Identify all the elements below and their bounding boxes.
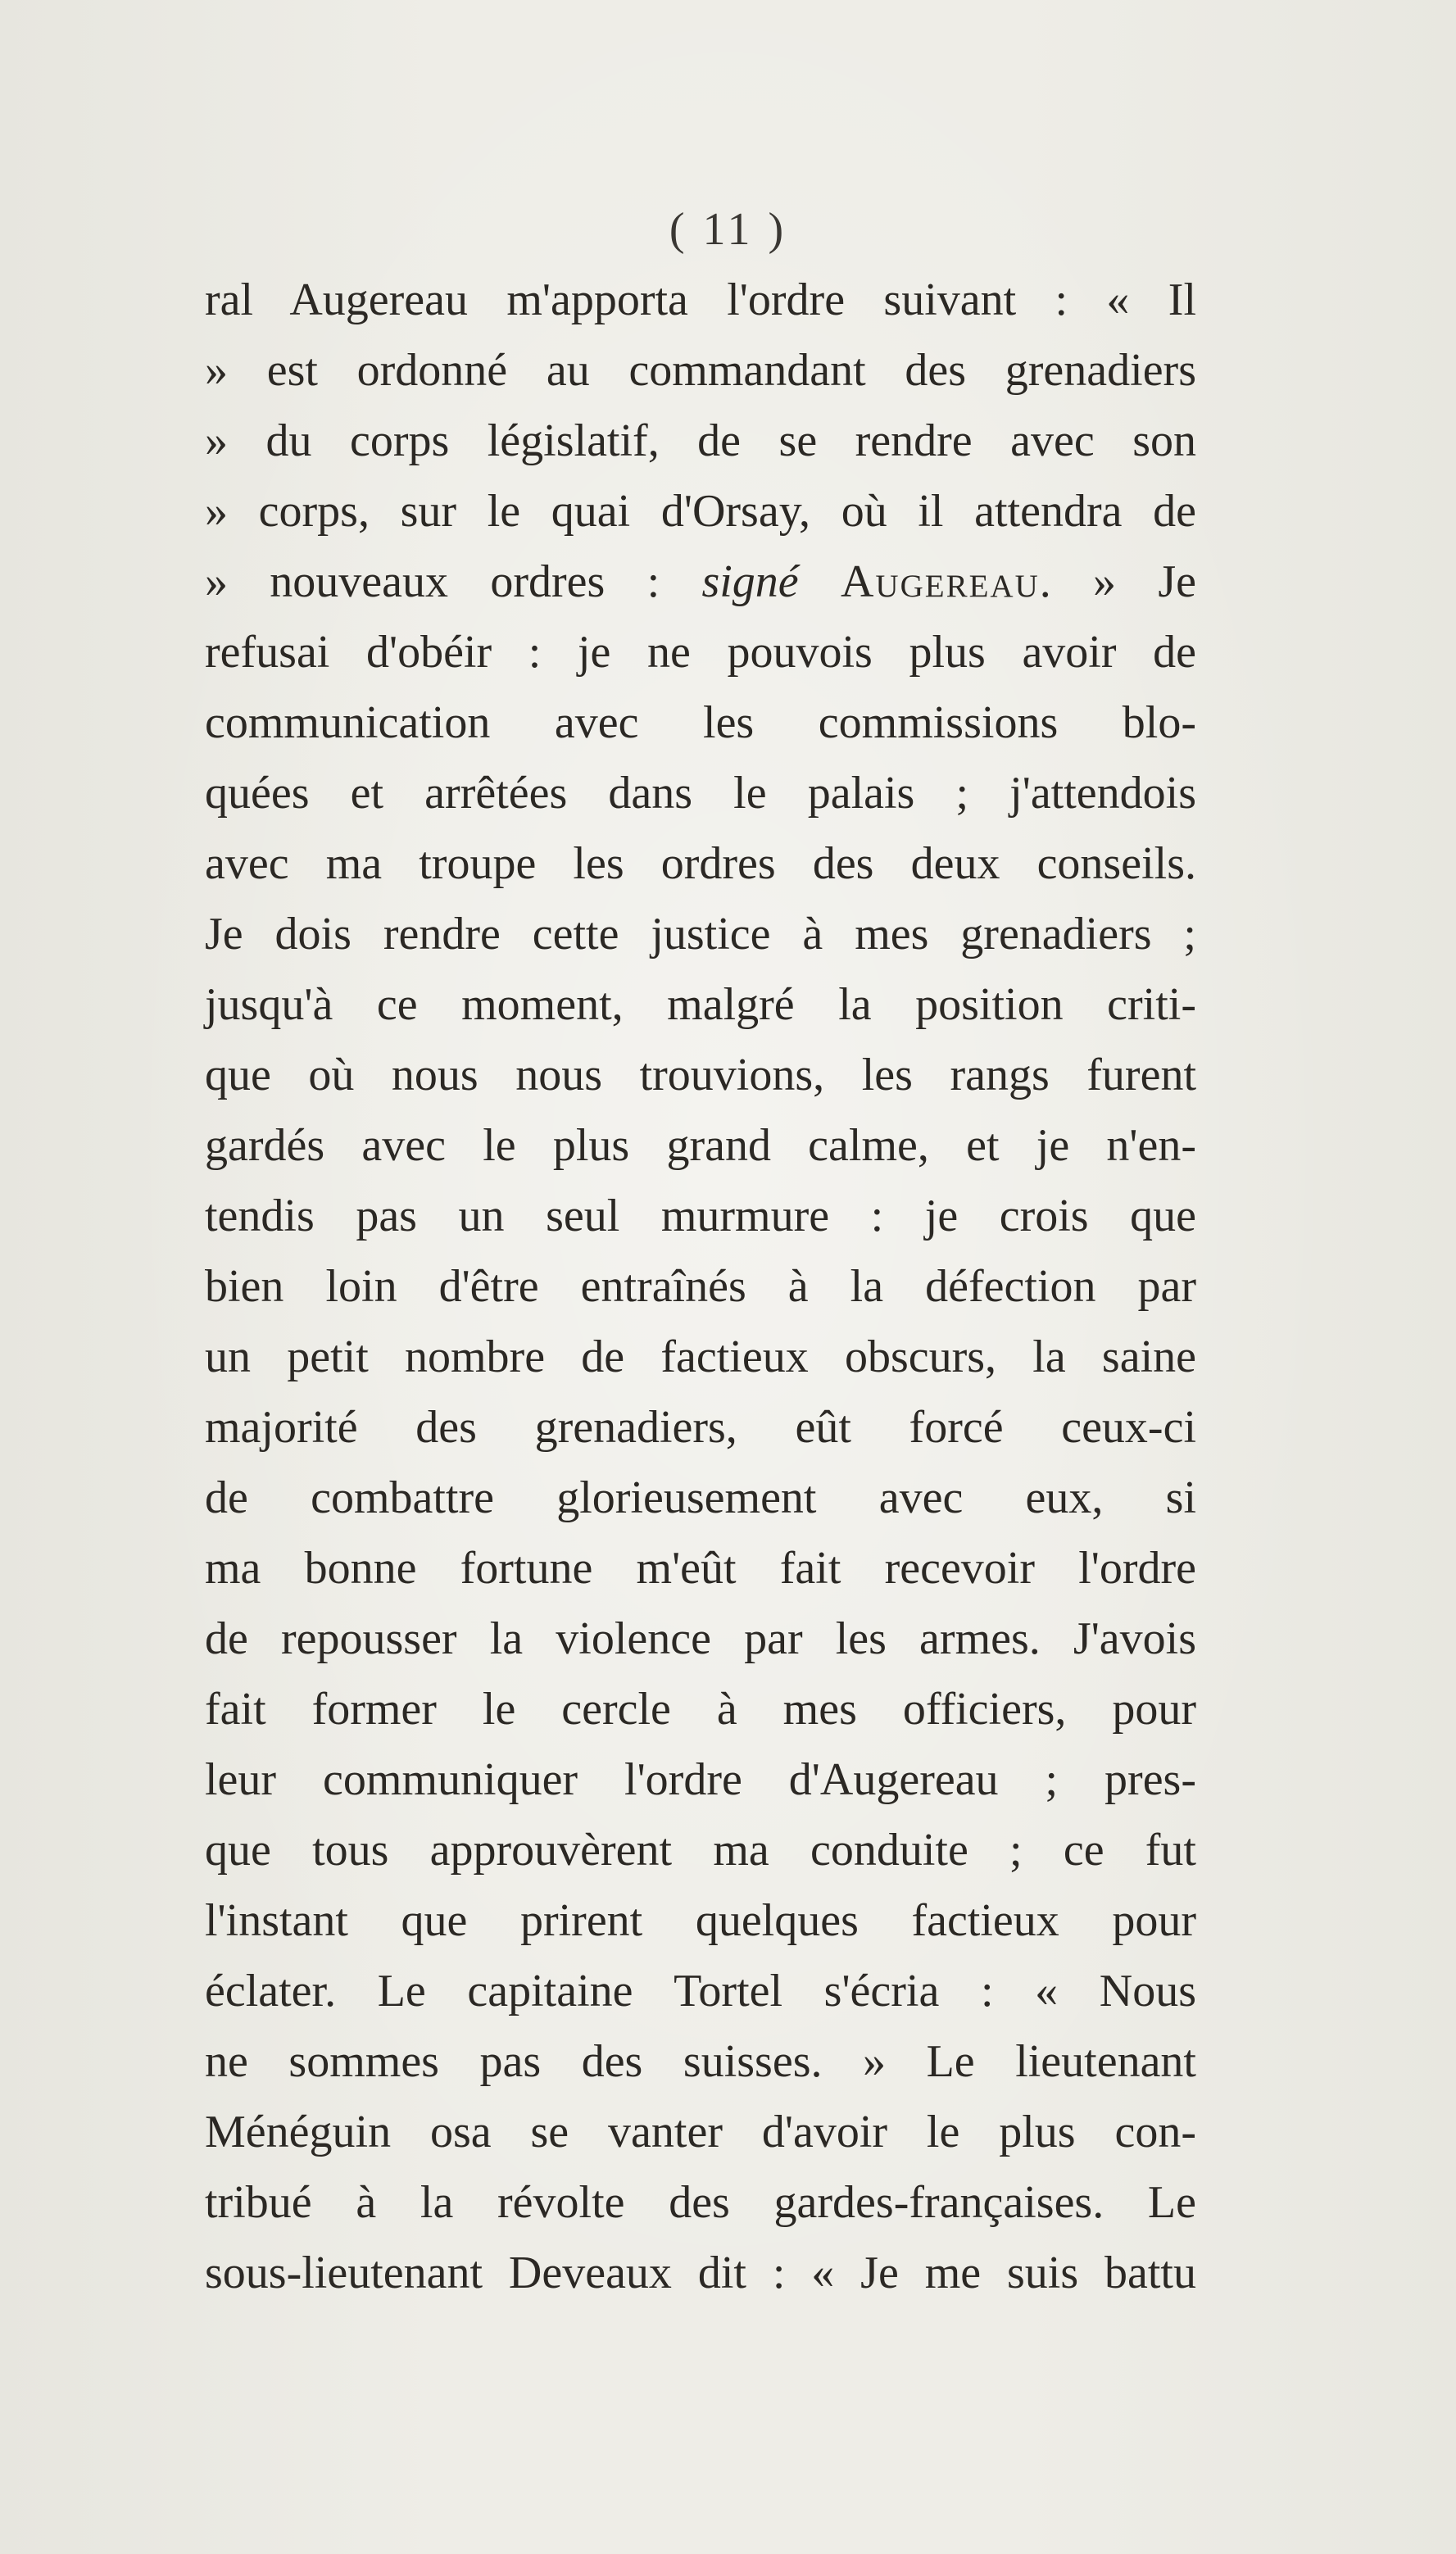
text-line: que tous approuvèrent ma conduite ; ce fut xyxy=(205,1825,1196,1876)
text-line: » est ordonné au commandant des grenadiers xyxy=(205,345,1196,396)
text-line: majorité des grenadiers, eût forcé ceux-ci xyxy=(205,1402,1196,1453)
text-line-signed xyxy=(205,547,1196,617)
text-line: ma bonne fortune m'eût fait recevoir l'ordre xyxy=(205,1543,1196,1594)
text-line-segment: » nouveaux ordres : xyxy=(205,556,702,607)
text-line: » corps, sur le quai d'Orsay, où il attendra de xyxy=(205,486,1196,537)
text-line: jusqu'à ce moment, malgré la position criti- xyxy=(205,979,1196,1030)
text-line: leur communiquer l'ordre d'Augereau ; pres- xyxy=(205,1754,1196,1805)
signed-word: signé xyxy=(701,556,799,607)
text-line: tendis pas un seul murmure : je crois que xyxy=(205,1191,1196,1241)
text-line: » du corps législatif, de se rendre avec son xyxy=(205,415,1196,466)
text-line: que où nous nous trouvions, les rangs furent xyxy=(205,1050,1196,1100)
text-line: de combattre glorieusement avec eux, si xyxy=(205,1472,1196,1523)
signature-name: Augereau xyxy=(840,556,1040,607)
text-line: sous-lieutenant Deveaux dit : « Je me suis battu xyxy=(205,2248,1196,2298)
text-line: un petit nombre de factieux obscurs, la saine xyxy=(205,1331,1196,1382)
text-line: fait former le cercle à mes officiers, pour xyxy=(205,1684,1196,1735)
text-line: ne sommes pas des suisses. » Le lieutenant xyxy=(205,2036,1196,2087)
text-line: quées et arrêtées dans le palais ; j'attendois xyxy=(205,768,1196,819)
text-line: avec ma troupe les ordres des deux conseils. xyxy=(205,838,1196,889)
body-text xyxy=(205,265,1196,2308)
text-line: communication avec les commissions blo- xyxy=(205,697,1196,748)
text-line: gardés avec le plus grand calme, et je n'en- xyxy=(205,1120,1196,1171)
text-line: Je dois rendre cette justice à mes grenadiers ; xyxy=(205,909,1196,959)
text-line: refusai d'obéir : je ne pouvois plus avoir de xyxy=(205,627,1196,678)
text-line: Ménéguin osa se vanter d'avoir le plus con- xyxy=(205,2107,1196,2157)
text-line: de repousser la violence par les armes. J'avois xyxy=(205,1613,1196,1664)
text-line: ral Augereau m'apporta l'ordre suivant : « Il xyxy=(205,274,1196,325)
text-line: éclater. Le capitaine Tortel s'écria : « Nous xyxy=(205,1966,1196,2016)
text-line-tail: . » Je xyxy=(1039,556,1197,607)
page-number-header: ( 11 ) xyxy=(669,204,787,255)
text-line: l'instant que prirent quelques factieux pour xyxy=(205,1895,1196,1946)
text-line: bien loin d'être entraînés à la défection par xyxy=(205,1261,1196,1312)
text-line: tribué à la révolte des gardes-françaises. Le xyxy=(205,2177,1196,2228)
